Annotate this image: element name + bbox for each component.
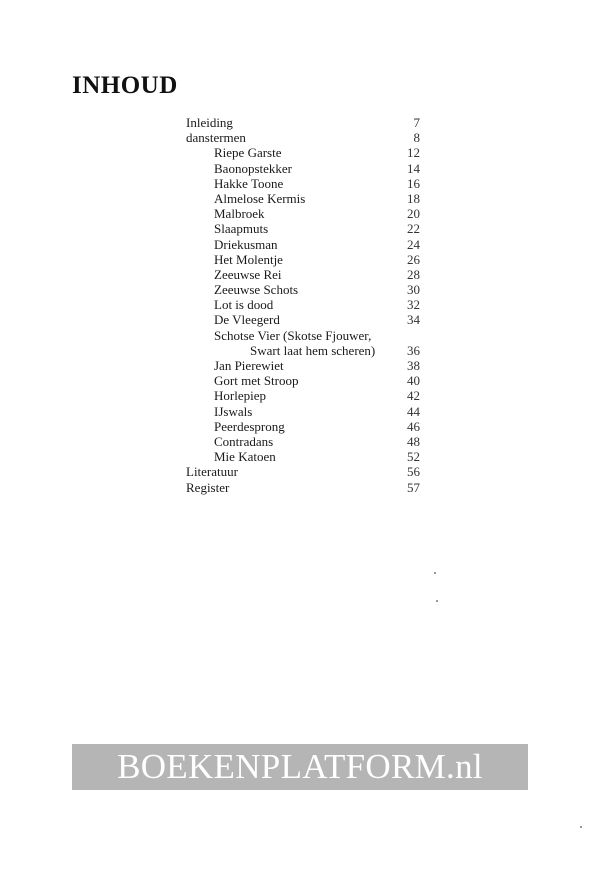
toc-entry bbox=[186, 115, 420, 130]
toc-entry-label: danstermen bbox=[186, 130, 246, 146]
toc-entry bbox=[186, 449, 420, 464]
toc-entry-label: Register bbox=[186, 479, 230, 495]
toc-entry bbox=[186, 267, 420, 282]
toc-entry bbox=[186, 343, 420, 358]
toc-entry-page: 22 bbox=[407, 221, 420, 237]
toc-entry-page: 34 bbox=[407, 312, 420, 328]
toc-entry-page: 57 bbox=[407, 479, 420, 495]
toc-entry-page: 46 bbox=[407, 418, 420, 434]
toc-entry-label: Baonopstekker bbox=[214, 160, 292, 176]
toc-entry-page: 14 bbox=[407, 160, 420, 176]
toc-entry-page: 30 bbox=[407, 282, 420, 298]
toc-entry-page: 18 bbox=[407, 190, 420, 206]
toc-entry-page: 12 bbox=[407, 145, 420, 161]
toc-entry-page: 52 bbox=[407, 449, 420, 465]
toc-entry-page: 26 bbox=[407, 251, 420, 267]
toc-entry bbox=[186, 328, 420, 343]
toc-entry bbox=[186, 252, 420, 267]
toc-entry-label: Het Molentje bbox=[214, 251, 283, 267]
toc-entry-page: 8 bbox=[413, 130, 420, 146]
toc-entry-label: Malbroek bbox=[214, 206, 265, 222]
toc-entry-label: Mie Katoen bbox=[214, 449, 276, 465]
toc-entry bbox=[186, 404, 420, 419]
toc-entry bbox=[186, 145, 420, 160]
toc-entry bbox=[186, 388, 420, 403]
toc-entry bbox=[186, 434, 420, 449]
paper-speck bbox=[436, 600, 438, 602]
toc-entry-page: 24 bbox=[407, 236, 420, 252]
toc-entry-page: 36 bbox=[407, 342, 420, 358]
toc-entry bbox=[186, 176, 420, 191]
toc-entry-label: Peerdesprong bbox=[214, 418, 285, 434]
toc-entry-label: Driekusman bbox=[214, 236, 278, 252]
toc-entry bbox=[186, 130, 420, 145]
paper-speck bbox=[434, 572, 436, 574]
toc-entry bbox=[186, 161, 420, 176]
toc-entry-label: Hakke Toone bbox=[214, 175, 284, 191]
toc-entry-label: Literatuur bbox=[186, 464, 238, 480]
toc-entry-page: 48 bbox=[407, 433, 420, 449]
toc-entry bbox=[186, 237, 420, 252]
toc-entry-page: 32 bbox=[407, 297, 420, 313]
toc-entry-label: De Vleegerd bbox=[214, 312, 280, 328]
toc-entry-label: Jan Pierewiet bbox=[214, 358, 284, 373]
toc-entry-label: Schotse Vier (Skotse Fjouwer, bbox=[214, 327, 372, 343]
toc-entry bbox=[186, 464, 420, 479]
toc-entry-label: Lot is dood bbox=[214, 297, 274, 313]
toc-entry-label: Riepe Garste bbox=[214, 145, 282, 161]
toc-entry-label: Almelose Kermis bbox=[214, 190, 306, 206]
toc-entry-label: Contradans bbox=[214, 433, 274, 449]
toc-entry-page: 38 bbox=[407, 358, 420, 373]
toc-entry-label: IJswals bbox=[214, 403, 253, 419]
toc-entry bbox=[186, 191, 420, 206]
toc-entry-label: Slaapmuts bbox=[214, 221, 269, 237]
toc-entry bbox=[186, 297, 420, 312]
watermark-text: BOEKENPLATFORM.nl bbox=[117, 747, 483, 786]
toc-entry-page: 42 bbox=[407, 388, 420, 404]
toc-entry-label: Inleiding bbox=[186, 115, 233, 130]
toc-entry-label: Zeeuwse Rei bbox=[214, 266, 282, 282]
toc-entry-page: 44 bbox=[407, 403, 420, 419]
toc-entry bbox=[186, 282, 420, 297]
toc-entry bbox=[186, 312, 420, 327]
toc-entry-page: 40 bbox=[407, 373, 420, 389]
table-of-contents bbox=[186, 115, 420, 495]
toc-entry bbox=[186, 419, 420, 434]
toc-entry-page: 56 bbox=[407, 464, 420, 480]
toc-entry-page: 7 bbox=[413, 115, 420, 130]
toc-entry bbox=[186, 358, 420, 373]
toc-entry bbox=[186, 221, 420, 236]
toc-entry bbox=[186, 206, 420, 221]
watermark-banner bbox=[72, 744, 528, 790]
toc-entry-page: 28 bbox=[407, 266, 420, 282]
paper-speck bbox=[580, 826, 582, 828]
toc-entry-label: Swart laat hem scheren) bbox=[250, 342, 376, 358]
toc-entry bbox=[186, 480, 420, 495]
toc-entry-label: Zeeuwse Schots bbox=[214, 282, 299, 298]
toc-entry-label: Gort met Stroop bbox=[214, 373, 299, 389]
toc-entry bbox=[186, 373, 420, 388]
toc-entry-label: Horlepiep bbox=[214, 388, 266, 404]
toc-entry-page: 16 bbox=[407, 175, 420, 191]
page-title: INHOUD bbox=[72, 72, 178, 99]
toc-entry-page: 20 bbox=[407, 206, 420, 222]
